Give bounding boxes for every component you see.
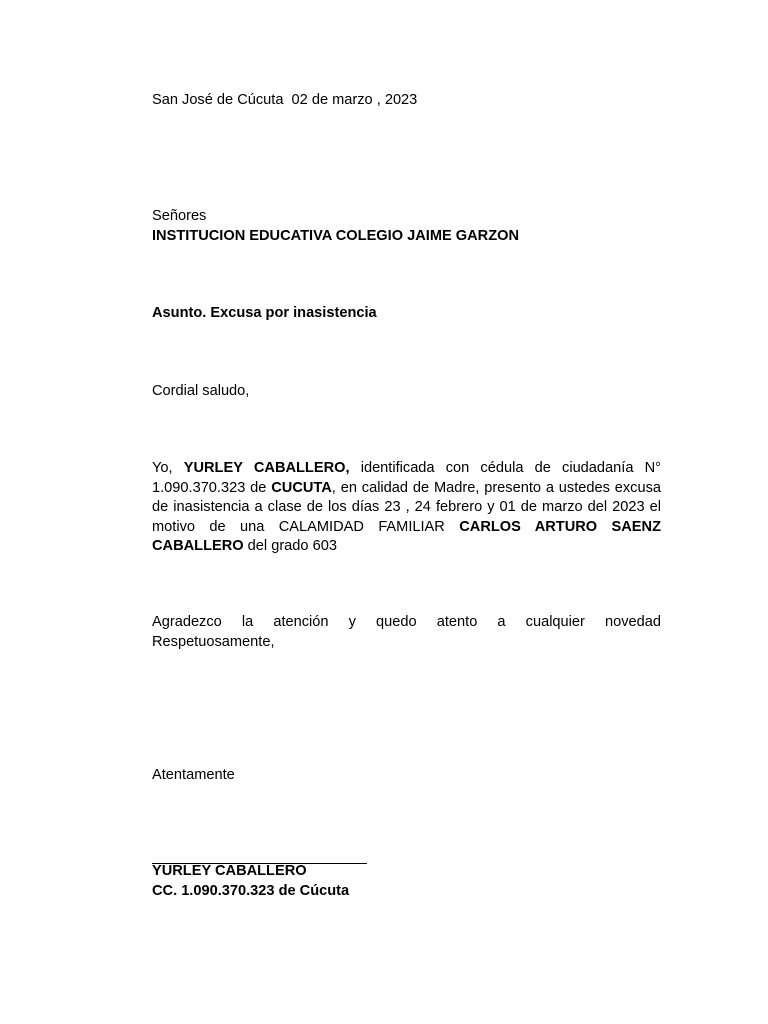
recipient-institution: INSTITUCION EDUCATIVA COLEGIO JAIME GARZON [152,227,520,244]
recipient-salutation: Señores [152,208,207,224]
closing: Atentamente [152,767,235,783]
subject-line: Asunto. Excusa por inasistencia [152,305,377,321]
body-text-2: identificada con cédula de ciudadanía N° 1.090.370.323 de [152,460,661,496]
recipient-block [152,207,661,246]
date-line: San José de Cúcuta 02 de marzo , 2023 [152,92,418,108]
body-text-4: del grado 603 [243,538,337,554]
sender-city: CUCUTA [271,479,332,496]
greeting: Cordial saludo, [152,383,250,399]
sender-name: YURLEY CABALLERO, [183,460,350,476]
signature-id: CC. 1.090.370.323 de Cúcuta [152,882,350,899]
signature-name: YURLEY CABALLERO [152,863,307,879]
thanks-line: Agradezco la atención y quedo atento a cualquier novedad [152,614,661,630]
body-text-1: Yo, [152,460,184,476]
body-paragraph [152,459,661,557]
signature-block [152,862,349,901]
student-name: CARLOS ARTURO SAENZ CABALLERO [152,518,661,554]
thanks-paragraph [152,613,661,652]
body-text-3: , en calidad de Madre, presento a ustedes excusa de inasistencia a clase de los días 23 , 24 febrero y 01 de marzo del 2023 el motivo de una CALAMIDAD FAMILIAR [152,479,662,535]
regards-line: Respetuosamente, [152,633,275,650]
